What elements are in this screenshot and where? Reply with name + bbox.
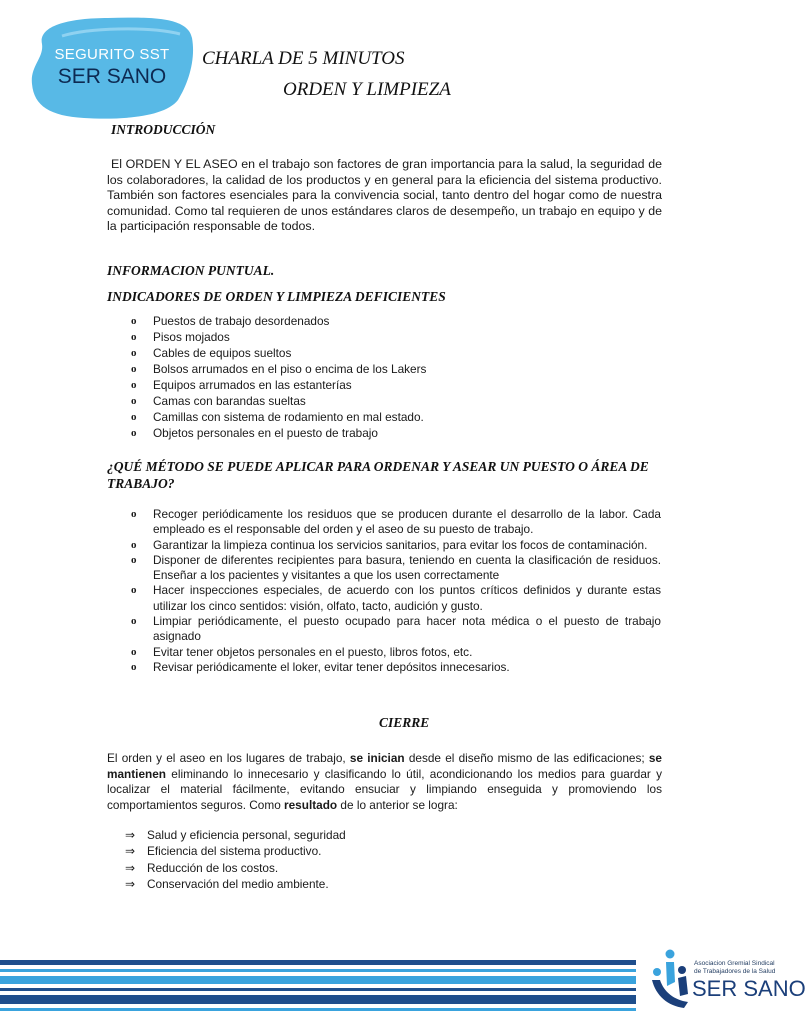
footer-stripes [0, 960, 636, 1016]
bullet-icon: ⇒ [125, 844, 135, 859]
method-item [131, 553, 661, 584]
result-item-text: Conservación del medio ambiente. [147, 876, 329, 891]
bullet-icon: o [131, 347, 137, 359]
bullet-icon: ⇒ [125, 860, 135, 875]
method-item [131, 583, 661, 614]
bullet-icon: o [131, 411, 137, 423]
logo-text-bottom: SER SANO [57, 65, 167, 88]
result-item [125, 876, 346, 892]
indicator-item-text: Puestos de trabajo desordenados [153, 314, 330, 328]
result-item-text: Salud y eficiencia personal, seguridad [147, 828, 346, 842]
result-item-text: Reducción de los costos. [147, 860, 279, 875]
method-item-text: Evitar tener objetos personales en el puesto, libros fotos, etc. [153, 644, 473, 659]
indicator-item-text: Equipos arrumados en las estanterías [153, 378, 352, 392]
method-item-text: Hacer inspecciones especiales, de acuerdo con los puntos críticos definidos y durante estas utilizar los cinco sentidos: visión, olfato, tacto, audición y gusto. [153, 583, 661, 613]
bullet-icon: o [131, 584, 137, 597]
bullet-icon: o [131, 553, 137, 566]
method-item [131, 507, 661, 538]
result-item-text: Eficiencia del sistema productivo. [147, 844, 322, 859]
intro-paragraph: El ORDEN Y EL ASEO en el trabajo son factores de gran importancia para la salud, la seguridad de los colaboradores, la calidad de los productos y en general para la eficiencia del sistema productivo. También son factores esenciales para la convivencia social, tanto dentro del hogar como de nuestra comunidad. Como tal requieren de unos estándares claros de desempeño, un trabajo en equipo y de la participación responsable de todos. [107, 157, 662, 233]
bullet-icon: o [131, 508, 137, 520]
bullet-icon: o [131, 660, 137, 673]
bullet-icon: o [131, 538, 137, 551]
method-item-text: Disponer de diferentes recipientes para basura, teniendo en cuenta la clasificación de residuos. Enseñar a los pacientes y visitantes a que los usen correctamente [153, 552, 661, 583]
bullet-icon: o [131, 331, 137, 343]
bullet-icon: o [131, 615, 137, 628]
method-item-text: Recoger periódicamente los residuos que se producen durante el desarrollo de la labor. Cada empleado es el responsable del orden y el aseo de su puesto de trabajo. [153, 507, 661, 537]
method-heading: ¿QUÉ MÉTODO SE PUEDE APLICAR PARA ORDENAR Y ASEAR UN PUESTO O ÁREA DE TRABAJO? [107, 459, 649, 491]
bullet-icon: o [131, 427, 137, 439]
cierre-heading: CIERRE [379, 715, 430, 730]
bullet-icon: o [131, 645, 137, 658]
bullet-icon: o [131, 363, 137, 375]
footer-association-text: Asociacion Gremial Sindical de Trabajadores de la Salud [694, 960, 776, 975]
result-item [125, 827, 346, 843]
method-item [131, 645, 661, 660]
info-heading: INFORMACION PUNTUAL. [107, 263, 275, 278]
indicators-heading: INDICADORES DE ORDEN Y LIMPIEZA DEFICIENTES [107, 289, 446, 304]
bullet-icon: ⇒ [125, 876, 135, 891]
indicator-item [131, 393, 426, 409]
bullet-icon: o [131, 395, 137, 407]
footer-brand-name: SER SANO [692, 976, 806, 1001]
indicator-item-text: Bolsos arrumados en el piso o encima de los Lakers [153, 362, 427, 376]
people-figure-icon [648, 946, 694, 1016]
intro-heading: INTRODUCCIÓN [111, 122, 216, 137]
ser-sano-footer-logo [648, 946, 806, 1016]
method-item-text: Limpiar periódicamente, el puesto ocupado para hacer nota médica o el puesto de trabajo asignado [153, 614, 661, 644]
indicator-item [131, 361, 426, 377]
bullet-icon: o [131, 379, 137, 391]
document-subtitle: ORDEN Y LIMPIEZA [283, 79, 451, 100]
result-item [125, 860, 346, 876]
method-item [131, 614, 661, 645]
document-title: CHARLA DE 5 MINUTOS [202, 48, 405, 69]
bullet-icon: ⇒ [125, 828, 135, 842]
indicator-item-text: Objetos personales en el puesto de trabajo [153, 426, 378, 440]
cierre-paragraph: El orden y el aseo en los lugares de trabajo, se inician desde el diseño mismo de las edificaciones; se mantienen eliminando lo innecesario y clasificando lo útil, acondicionando los medios para guardar y localizar el material fácilmente, evitando ensuciar y limpiando enseguida y promoviendo los comportamientos seguros. Como resultado de lo anterior se logra: [107, 751, 662, 812]
indicator-item [131, 345, 426, 361]
indicator-item [131, 329, 426, 345]
indicator-item [131, 409, 426, 425]
method-item [131, 538, 661, 553]
method-list [131, 507, 661, 675]
method-item [131, 660, 661, 675]
result-item [125, 843, 346, 859]
indicator-item-text: Camas con barandas sueltas [153, 394, 306, 408]
indicator-item-text: Camillas con sistema de rodamiento en mal estado. [153, 410, 424, 424]
indicator-item-text: Pisos mojados [153, 330, 230, 344]
logo-text-top: SEGURITO SST [54, 46, 170, 63]
results-list [125, 827, 346, 892]
indicator-item [131, 377, 426, 393]
method-item-text: Revisar periódicamente el loker, evitar tener depósitos innecesarios. [153, 659, 510, 674]
indicator-item [131, 425, 426, 441]
bullet-icon: o [131, 315, 137, 327]
method-item-text: Garantizar la limpieza continua los servicios sanitarios, para evitar los focos de contaminación. [153, 537, 648, 552]
indicators-list [131, 313, 426, 441]
indicator-item [131, 313, 426, 329]
indicator-item-text: Cables de equipos sueltos [153, 346, 292, 360]
